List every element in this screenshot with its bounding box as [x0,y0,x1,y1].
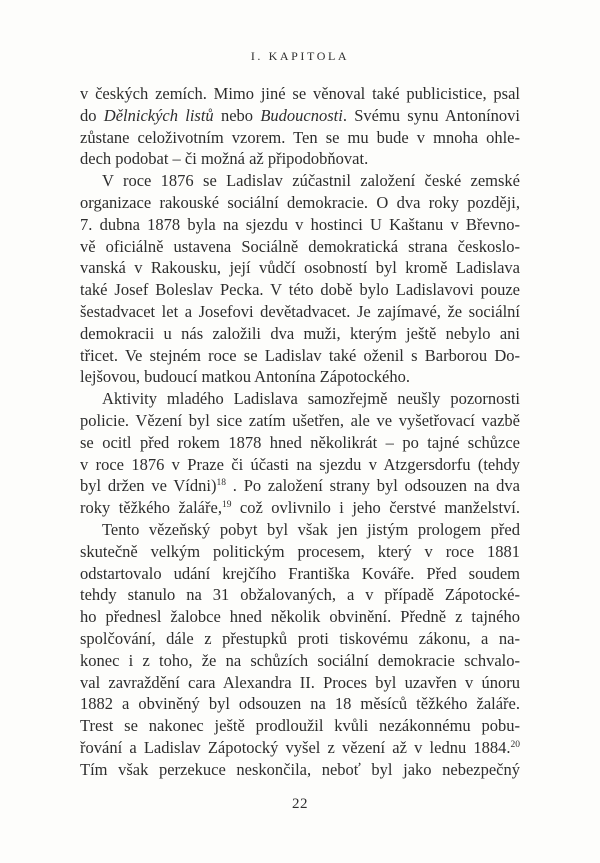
text-segment: lejšovou, budoucí matkou Antonína Zápotockého. [80,367,410,387]
text-line [80,236,520,258]
text-segment: tehdy stanulo na 31 obžalovaných, a v případě Zápotocké- [80,585,520,605]
italic-title: Budoucnosti [260,105,343,125]
text-segment: val zavraždění cara Alexandra II. Proces byl uzavřen v únoru [80,672,520,692]
text-line [80,345,520,367]
text-line [80,127,520,149]
text-segment: se ocitl před rokem 1878 hned několikrát – po tajné schůzce [80,432,520,452]
text-line [80,323,520,345]
text-line [80,628,520,650]
text-line [80,584,520,606]
text-segment: 7. dubna 1878 byla na sjezdu v hostinci U Kaštanu v Břevno- [80,214,520,234]
text-line [80,475,520,497]
text-segment: dech podobat – či možná až připodobňovat. [80,149,369,169]
text-segment: Trest se nakonec ještě prodloužil kvůli nezákonnému pobu- [80,716,520,736]
text-segment: do [80,105,104,125]
text-line [80,366,520,388]
footnote-reference: 18 [216,478,226,489]
text-segment: odstartovalo udání krejčího Františka Kováře. Před soudem [80,563,520,583]
text-line [80,170,520,192]
text-line [80,737,520,759]
text-line [80,279,520,301]
text-segment: organizace rakouské sociální demokracie. O dva roky později, [80,192,520,212]
text-line [80,83,520,105]
text-line [80,192,520,214]
text-line [80,672,520,694]
text-line [80,148,520,170]
text-line [80,388,520,410]
text-line [80,563,520,585]
text-segment: . Svému synu Antonínovi [342,105,521,125]
text-line [80,301,520,323]
text-line [80,541,520,563]
text-line [80,410,520,432]
text-line [80,650,520,672]
text-line [80,693,520,715]
body-text [80,83,520,781]
text-segment: policie. Vězení byl sice zatím ušetřen, ale ve vyšetřovací vazbě [80,410,520,430]
footnote-reference: 20 [510,739,520,750]
text-segment: konec i z toho, že na schůzích sociální demokracie schvalo- [80,650,520,670]
text-segment: řování a Ladislav Zápotocký vyšel z vězení až v lednu 1884. [80,737,511,757]
text-segment: v českých zemích. Mimo jiné se věnoval také publicistice, psal [80,84,520,103]
text-segment: v roce 1876 v Praze či účasti na sjezdu v Atzgersdorfu (tehdy [80,454,520,474]
text-line [80,257,520,279]
text-segment: Aktivity mladého Ladislava samozřejmě neušly pozornosti [102,389,520,409]
text-line [80,606,520,628]
text-segment: ho přednesl žalobce hned několik obvinění. Předně z tajného [80,607,520,627]
text-line [80,105,520,127]
text-segment: byl držen ve Vídni) [80,476,217,496]
text-segment: zůstane celoživotním vzorem. Ten se mu bude v mnoha ohle- [80,127,520,147]
text-segment: V roce 1876 se Ladislav zúčastnil založení české zemské [102,171,520,191]
text-segment: skutečně velkým politickým procesem, který v roce 1881 [80,541,520,561]
text-segment: Tím však perzekuce neskončila, neboť byl jako nebezpečný [80,759,520,779]
text-segment: také Josef Boleslav Pecka. V této době bylo Ladislavovi pouze [80,280,520,300]
chapter-header: I. KAPITOLA [250,49,350,63]
text-segment: třicet. Ve stejném roce se Ladislav také oženil s Barborou Do- [80,345,520,365]
text-segment: šestadvacet let a Josefovi devětadvacet. Je zajímavé, že sociální [80,301,520,321]
text-line [80,759,520,781]
text-segment: nebo [213,105,261,125]
italic-title: Dělnických listů [103,105,214,125]
text-line [80,519,520,541]
text-segment: vanská v Rakousku, její vůdčí osobností byl kromě Ladislava [80,258,520,278]
text-segment: vě oficiálně ustavena Sociálně demokratická strana českoslo- [80,236,520,256]
text-segment: což ovlivnilo i jeho čerstvé manželství. [231,498,520,518]
text-segment: spolčování, dále z přestupků proti tiskovému zákonu, a na- [80,628,520,648]
text-line [80,454,520,476]
text-segment: demokracii u nás založili dva muži, kterým ještě nebylo ani [80,323,520,343]
text-line [80,497,520,519]
text-segment: Tento vězeňský pobyt byl však jen jistým prologem před [102,519,520,539]
page-number: 22 [292,796,308,812]
text-line [80,715,520,737]
footnote-reference: 19 [221,500,232,511]
text-line [80,432,520,454]
text-segment: 1882 a obviněný byl odsouzen na 18 měsíců těžkého žaláře. [80,694,520,714]
text-segment: roky těžkého žaláře, [80,498,222,518]
text-line [80,214,520,236]
text-segment: . Po založení strany byl odsouzen na dva [225,476,520,496]
